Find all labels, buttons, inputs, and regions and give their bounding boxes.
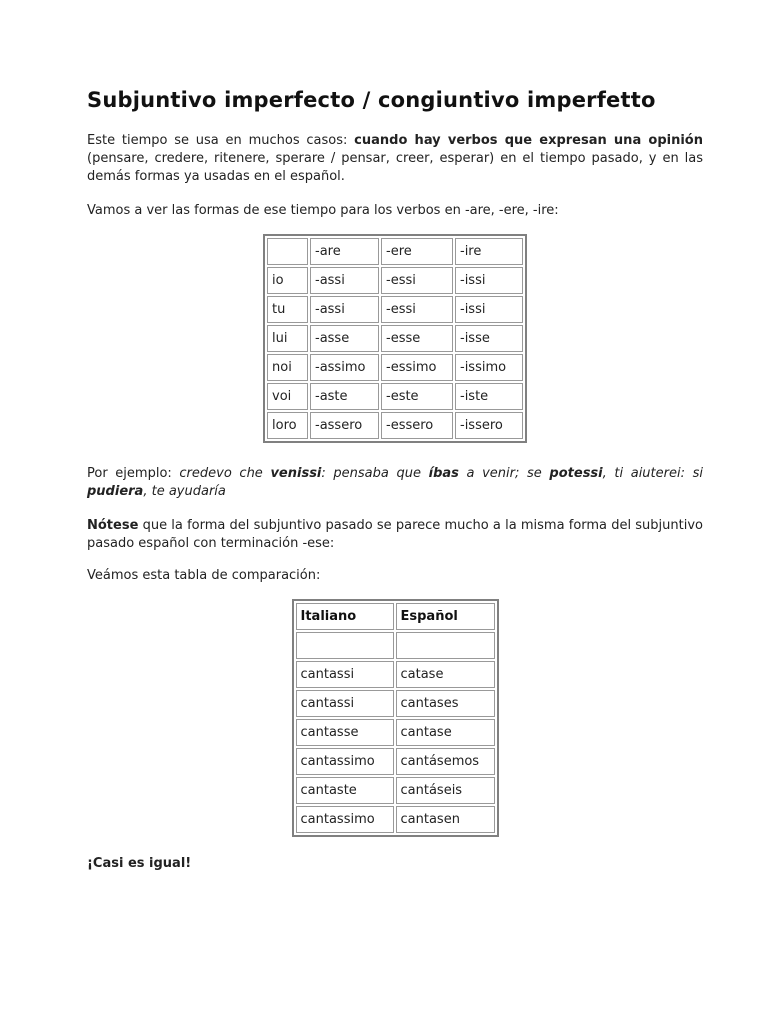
example-bold-italic: venissi: [270, 466, 322, 481]
example-paragraph: [87, 465, 703, 501]
ending-cell: -issimo: [455, 354, 523, 381]
ending-cell: -issi: [455, 296, 523, 323]
example-text: Por ejemplo:: [87, 466, 180, 481]
table-row: [267, 296, 523, 323]
endings-header-cell: -are: [310, 238, 379, 265]
example-italic: a venir; se: [458, 466, 550, 481]
ending-cell: -essimo: [381, 354, 453, 381]
ending-cell: -esse: [381, 325, 453, 352]
pronoun-cell: tu: [267, 296, 308, 323]
table-row: [267, 325, 523, 352]
closing-exclamation: ¡Casi es igual!: [87, 856, 192, 871]
ending-cell: -iste: [455, 383, 523, 410]
intro-bold-opinion: cuando hay verbos que expresan una opinión: [354, 133, 703, 148]
ending-cell: -issi: [455, 267, 523, 294]
ending-cell: -assimo: [310, 354, 379, 381]
italian-cell: cantasse: [296, 719, 394, 746]
example-bold-italic: íbas: [428, 466, 459, 481]
vamos-paragraph: Vamos a ver las formas de ese tiempo para los verbos en -are, -ere, -ire:: [87, 203, 559, 218]
table-row: [267, 383, 523, 410]
italian-cell: cantaste: [296, 777, 394, 804]
comparison-header-italiano: Italiano: [296, 603, 394, 630]
example-italic: : pensaba que: [321, 466, 429, 481]
example-italic: , ti aiuterei: si: [602, 466, 703, 481]
spanish-cell: catase: [396, 661, 495, 688]
notese-bold: Nótese: [87, 518, 139, 533]
italian-cell: [296, 632, 394, 659]
endings-table: [263, 234, 527, 443]
intro-text-1: Este tiempo se usa en muchos casos:: [87, 133, 355, 148]
example-italic: credevo che: [179, 466, 271, 481]
example-bold-italic: potessi: [549, 466, 603, 481]
ending-cell: -este: [381, 383, 453, 410]
pronoun-cell: io: [267, 267, 308, 294]
table-row: [296, 748, 495, 775]
italian-cell: cantassimo: [296, 748, 394, 775]
italian-cell: cantassi: [296, 661, 394, 688]
page-title: Subjuntivo imperfecto / congiuntivo imperfetto: [87, 88, 656, 112]
comparison-table-header-row: [296, 603, 495, 630]
table-row: [296, 661, 495, 688]
table-row: [296, 632, 495, 659]
table-row: [296, 806, 495, 833]
pronoun-cell: loro: [267, 412, 308, 439]
intro-paragraph: [87, 132, 703, 186]
pronoun-cell: voi: [267, 383, 308, 410]
pronoun-cell: lui: [267, 325, 308, 352]
spanish-cell: cantasen: [396, 806, 495, 833]
pronoun-cell: noi: [267, 354, 308, 381]
comparison-table: [292, 599, 499, 837]
ending-cell: -essero: [381, 412, 453, 439]
table-row: [296, 777, 495, 804]
spanish-cell: [396, 632, 495, 659]
notese-paragraph: [87, 517, 703, 553]
table-row: [267, 412, 523, 439]
spanish-cell: cantase: [396, 719, 495, 746]
italian-cell: cantassimo: [296, 806, 394, 833]
endings-header-cell: [267, 238, 308, 265]
ending-cell: -essi: [381, 296, 453, 323]
table-row: [267, 267, 523, 294]
spanish-cell: cantases: [396, 690, 495, 717]
comparison-table-wrapper: [87, 599, 703, 837]
ending-cell: -assi: [310, 267, 379, 294]
endings-table-header-row: [267, 238, 523, 265]
ending-cell: -isse: [455, 325, 523, 352]
ending-cell: -issero: [455, 412, 523, 439]
table-row: [267, 354, 523, 381]
spanish-cell: cantáseis: [396, 777, 495, 804]
endings-table-wrapper: [87, 234, 703, 443]
ending-cell: -aste: [310, 383, 379, 410]
ending-cell: -essi: [381, 267, 453, 294]
veamos-paragraph: Veámos esta tabla de comparación:: [87, 568, 321, 583]
endings-header-cell: -ire: [455, 238, 523, 265]
document-page: [87, 88, 703, 873]
table-row: [296, 690, 495, 717]
table-row: [296, 719, 495, 746]
ending-cell: -assi: [310, 296, 379, 323]
spanish-cell: cantásemos: [396, 748, 495, 775]
comparison-header-espanol: Español: [396, 603, 495, 630]
example-bold-italic: pudiera: [87, 484, 144, 499]
italian-cell: cantassi: [296, 690, 394, 717]
example-italic: , te ayudaría: [143, 484, 226, 499]
ending-cell: -asse: [310, 325, 379, 352]
intro-text-2: (pensare, credere, ritenere, sperare / pensar, creer, esperar) en el tiempo pasado, y en las demás formas ya usadas en el español.: [87, 151, 703, 184]
endings-header-cell: -ere: [381, 238, 453, 265]
ending-cell: -assero: [310, 412, 379, 439]
notese-text: que la forma del subjuntivo pasado se parece mucho a la misma forma del subjuntivo pasado español con terminación -ese:: [87, 518, 703, 551]
